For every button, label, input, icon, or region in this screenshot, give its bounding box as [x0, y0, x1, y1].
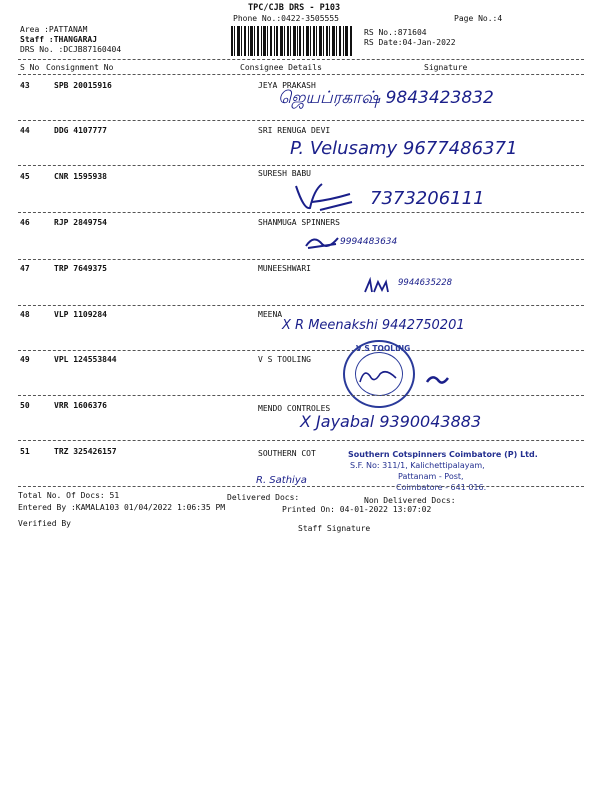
row-sno: 46 — [20, 218, 30, 227]
company-stamp-line: Coimbatore - 641 016. — [396, 483, 487, 492]
row-consignee: SRI RENUGA DEVI — [258, 126, 331, 135]
row-sno: 43 — [20, 81, 30, 90]
handwritten-signature: 7373206111 — [370, 188, 485, 209]
row-sno: 51 — [20, 447, 30, 456]
rs-number: RS No.:871604 — [364, 28, 427, 37]
divider — [18, 395, 584, 396]
signature-mark-icon — [304, 232, 340, 254]
divider — [18, 59, 584, 60]
row-consignee: MUNEESHWARI — [258, 264, 311, 273]
page-number: Page No.:4 — [454, 14, 503, 23]
handwritten-signature: P. Velusamy 9677486371 — [290, 138, 518, 159]
verified-by: Verified By — [18, 519, 71, 528]
row-consignment: DDG 4107777 — [54, 126, 107, 135]
row-consignment: TRZ 325426157 — [54, 447, 117, 456]
divider — [18, 212, 584, 213]
company-stamp-line: S.F. No: 311/1, Kalichettipalayam, — [350, 461, 485, 470]
handwritten-signature: X Jayabal 9390043883 — [300, 412, 482, 431]
total-docs: Total No. Of Docs: 51 — [18, 491, 120, 500]
handwritten-signature: 9944635228 — [398, 278, 453, 288]
row-consignee: SOUTHERN COT — [258, 449, 316, 458]
row-sno: 50 — [20, 401, 30, 410]
divider — [18, 305, 584, 306]
col-consignee: Consignee Details — [240, 63, 322, 72]
signature-mark-icon — [290, 180, 360, 216]
row-consignment: VRR 1606376 — [54, 401, 107, 410]
printed-on: Printed On: 04-01-2022 13:07:02 — [282, 505, 432, 514]
entered-by: Entered By :KAMALA103 01/04/2022 1:06:35 PM — [18, 503, 226, 512]
signature-mark-icon — [362, 276, 396, 296]
non-delivered-docs: Non Delivered Docs: — [364, 496, 456, 505]
row-consignment: VPL 124553844 — [54, 355, 117, 364]
row-sno: 47 — [20, 264, 30, 273]
phone-number: Phone No.:0422-3505555 — [233, 14, 339, 23]
row-sno: 49 — [20, 355, 30, 364]
row-consignee: MEENA — [258, 310, 283, 319]
divider — [18, 486, 584, 487]
divider — [18, 165, 584, 166]
signature-mark-icon — [424, 372, 452, 388]
row-consignment: RJP 2849754 — [54, 218, 107, 227]
divider — [18, 120, 584, 121]
row-consignment: TRP 7649375 — [54, 264, 107, 273]
col-signature: Signature — [424, 63, 468, 72]
divider — [18, 350, 584, 351]
row-consignment: SPB 20015916 — [54, 81, 112, 90]
handwritten-signature: X R Meenakshi 9442750201 — [282, 318, 465, 333]
staff-signature: Staff Signature — [298, 524, 371, 533]
row-consignment: CNR 1595938 — [54, 172, 107, 181]
company-stamp-line: Pattanam - Post, — [398, 472, 464, 481]
row-consignee: SHANMUGA SPINNERS — [258, 218, 340, 227]
handwritten-signature: 9994483634 — [340, 237, 398, 247]
row-consignment: VLP 1109284 — [54, 310, 107, 319]
staff-label: Staff :THANGARAJ — [20, 35, 98, 44]
delivered-docs: Delivered Docs: — [227, 493, 300, 502]
row-consignee: SURESH BABU — [258, 169, 311, 178]
divider — [18, 440, 584, 441]
round-stamp-text: V S TOOLING — [356, 344, 411, 353]
row-sno: 48 — [20, 310, 30, 319]
row-consignee: V S TOOLING — [258, 355, 311, 364]
col-consignment: Consignment No — [46, 63, 114, 72]
row-sno: 44 — [20, 126, 30, 135]
divider — [18, 74, 584, 75]
signature-mark-icon — [356, 364, 400, 390]
document-title: TPC/CJB DRS - P103 — [248, 3, 341, 13]
handwritten-signature: R. Sathiya — [256, 475, 307, 486]
row-consignee: MENDO CONTROLES — [258, 404, 331, 413]
divider — [18, 259, 584, 260]
handwritten-signature: ஜெயப்ரகாஷ் 9843423832 — [278, 88, 494, 108]
drs-number: DRS No. :DCJB87160404 — [20, 45, 122, 54]
rs-date: RS Date:04-Jan-2022 — [364, 38, 456, 47]
barcode-icon — [231, 26, 353, 56]
row-sno: 45 — [20, 172, 30, 181]
area-label: Area :PATTANAM — [20, 25, 88, 34]
col-sno: S No — [20, 63, 40, 72]
company-stamp-line: Southern Cotspinners Coimbatore (P) Ltd. — [348, 450, 538, 459]
row-consignee: JEYA PRAKASH — [258, 81, 316, 90]
